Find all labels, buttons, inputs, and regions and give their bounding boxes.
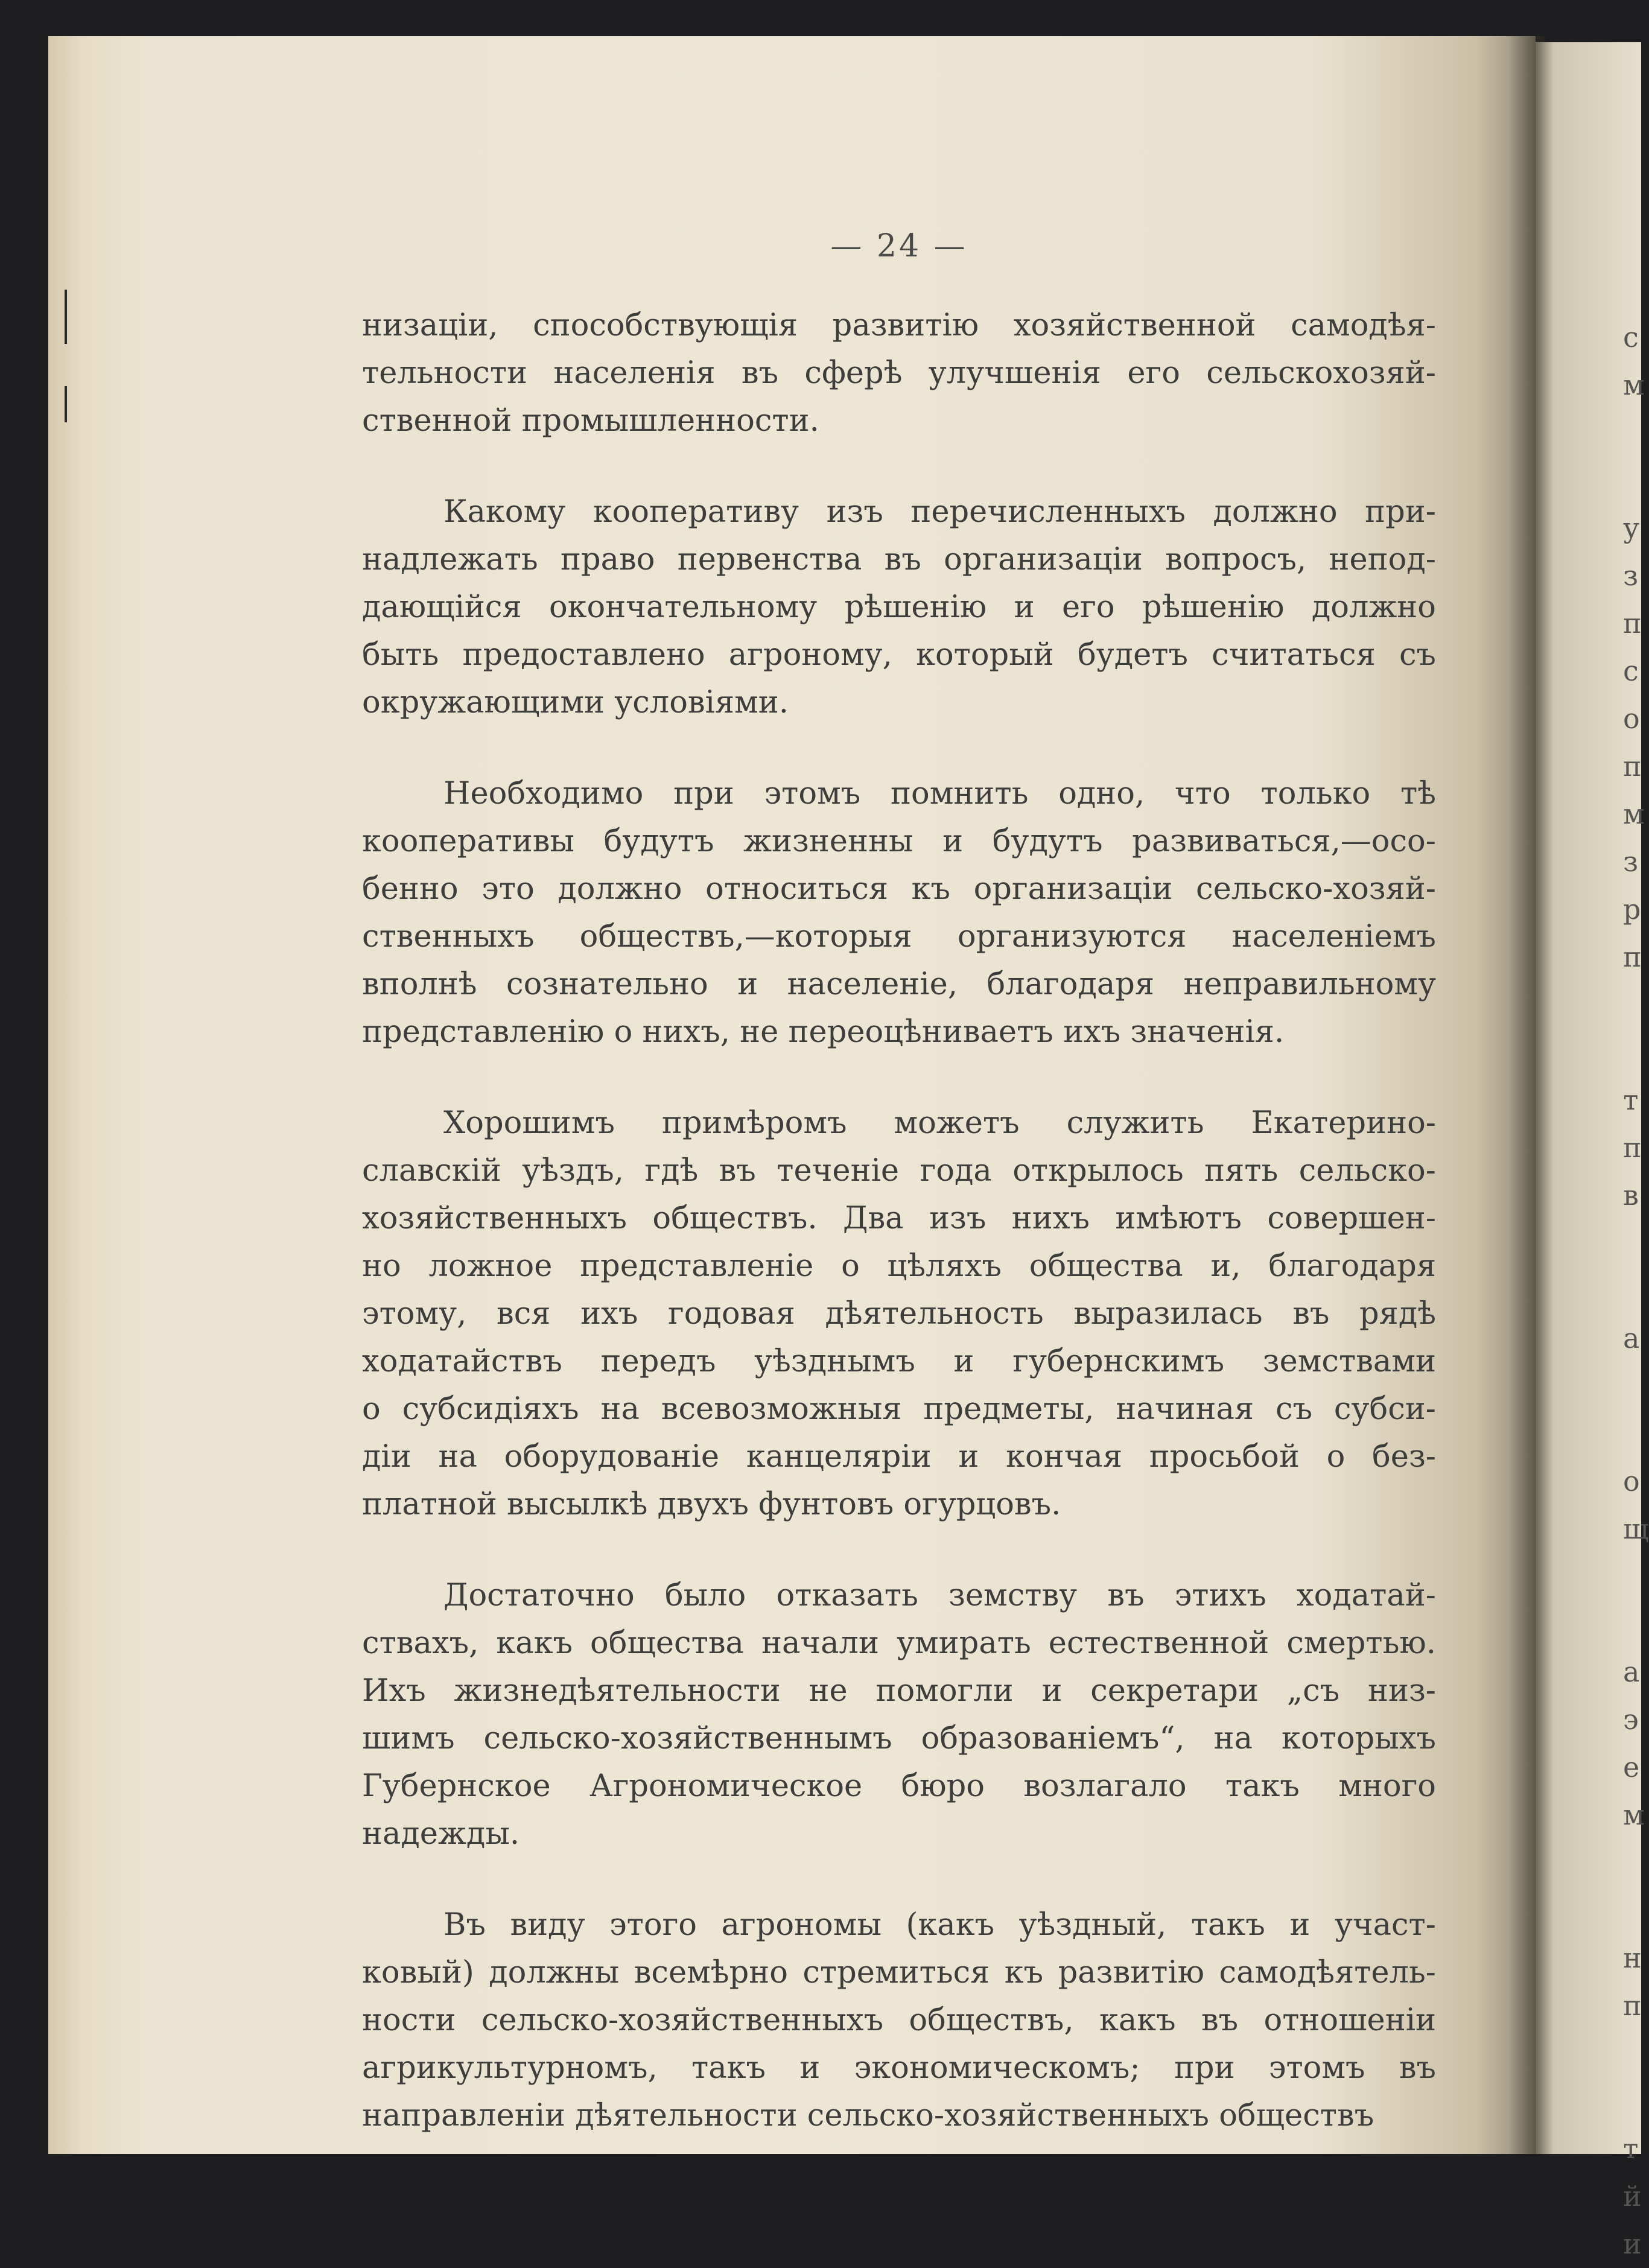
adjacent-page-margin-text: [1623, 314, 1649, 2268]
text-line: хозяйственныхъ обществъ. Два изъ нихъ имѣютъ совершен-: [362, 1201, 1436, 1236]
text-line: ходатайствъ передъ уѣзднымъ и губернскимъ земствами: [362, 1344, 1436, 1379]
margin-letter: п: [1623, 1131, 1642, 1164]
margin-letter: э: [1623, 1703, 1639, 1736]
text-line: дающійся окончательному рѣшенію и его рѣшенію должно: [362, 589, 1436, 625]
paragraph: [362, 1099, 1436, 1528]
margin-letter: п: [1623, 941, 1642, 973]
margin-letter: у: [1623, 512, 1640, 544]
text-line: Ихъ жизнедѣятельности не помогли и секретари „съ низ-: [362, 1673, 1436, 1709]
text-line: платной высылкѣ двухъ фунтовъ огурцовъ.: [362, 1487, 1061, 1522]
text-line: ственныхъ обществъ,—которыя организуются населеніемъ: [362, 919, 1436, 955]
margin-letter: т: [1623, 1084, 1639, 1116]
text-line: надлежать право первенства въ организаціи вопросъ, непод-: [362, 542, 1436, 577]
text-line: діи на оборудованіе канцеляріи и кончая просьбой о без-: [362, 1439, 1436, 1475]
text-line: Въ виду этого агрономы (какъ уѣздный, такъ и участ-: [443, 1907, 1436, 1943]
margin-letter: [1623, 2077, 1641, 2125]
margin-letter: и: [1623, 2228, 1642, 2260]
text-line: надежды.: [362, 1816, 520, 1852]
margin-letter: з: [1623, 845, 1639, 878]
margin-letter: [1623, 1029, 1641, 1076]
margin-letter: м: [1623, 369, 1645, 401]
page-number: — 24 —: [830, 228, 968, 264]
margin-letter: [1623, 1887, 1641, 1934]
paragraph: [362, 302, 1436, 445]
text-line: этому, вся ихъ годовая дѣятельность выразилась въ рядѣ: [362, 1296, 1436, 1332]
margin-letter: [1623, 457, 1641, 504]
text-line: Хорошимъ примѣромъ можетъ служить Екатерино-: [443, 1105, 1436, 1141]
text-line: ковый) должны всемѣрно стремиться къ развитію самодѣятель-: [362, 1955, 1436, 1990]
text-line: шимъ сельско-хозяйственнымъ образованіемъ“, на которыхъ: [362, 1721, 1436, 1756]
margin-letter: [1623, 1601, 1641, 1648]
text-line: вполнѣ сознательно и населеніе, благодаря неправильному: [362, 967, 1436, 1002]
text-line: ствахъ, какъ общества начали умирать естественной смертью.: [362, 1625, 1436, 1661]
paragraph: [362, 488, 1436, 726]
text-line: представленію о нихъ, не переоцѣниваетъ ихъ значенія.: [362, 1014, 1285, 1050]
margin-letter: п: [1623, 607, 1642, 640]
text-line: кооперативы будутъ жизненны и будутъ развиваться,—осо-: [362, 824, 1436, 859]
text-line: направленіи дѣятельности сельско-хозяйственныхъ обществъ: [362, 2098, 1374, 2133]
paragraph: [362, 1901, 1436, 2139]
margin-letter: й: [1623, 2180, 1642, 2212]
margin-letter: з: [1623, 559, 1639, 592]
margin-letter: о: [1623, 1465, 1640, 1498]
margin-letter: п: [1623, 750, 1642, 783]
margin-letter: о: [1623, 702, 1640, 735]
margin-letter: [1623, 1362, 1641, 1410]
margin-letter: [1623, 1219, 1641, 1267]
margin-letter: р: [1623, 893, 1641, 926]
text-line: бенно это должно относиться къ организаціи сельско-хозяй-: [362, 871, 1436, 907]
margin-letter: щ: [1623, 1513, 1649, 1545]
margin-letter: м: [1623, 1799, 1645, 1831]
margin-letter: [1623, 1410, 1641, 1458]
margin-letter: п: [1623, 1989, 1642, 2022]
margin-letter: [1623, 409, 1641, 457]
margin-letter: [1623, 1553, 1641, 1601]
margin-letter: н: [1623, 1942, 1642, 1974]
text-line: ности сельско-хозяйственныхъ обществъ, какъ въ отношеніи: [362, 2003, 1436, 2038]
text-line: Какому кооперативу изъ перечисленныхъ должно при-: [443, 494, 1436, 530]
text-line: о субсидіяхъ на всевозможныя предметы, начиная съ субси-: [362, 1391, 1436, 1427]
margin-letter: м: [1623, 798, 1645, 830]
text-line: Губернское Агрономическое бюро возлагало такъ много: [362, 1768, 1436, 1804]
margin-letter: [1623, 1839, 1641, 1887]
text-line: быть предоставлено агроному, который будетъ считаться съ: [362, 637, 1436, 673]
margin-letter: с: [1623, 321, 1639, 354]
text-line: низаціи, способствующія развитію хозяйственной самодѣя-: [362, 308, 1436, 343]
text-line: Необходимо при этомъ помнить одно, что только тѣ: [443, 776, 1436, 812]
text-line: окружающими условіями.: [362, 685, 789, 720]
text-line: агрикультурномъ, такъ и экономическомъ; при этомъ въ: [362, 2050, 1436, 2086]
margin-letter: [1623, 2030, 1641, 2077]
margin-letter: а: [1623, 1322, 1640, 1355]
edge-mark: [65, 386, 67, 422]
margin-letter: а: [1623, 1656, 1640, 1688]
paragraph: [362, 770, 1436, 1056]
text-line: ственной промышленности.: [362, 403, 819, 439]
text-line: Достаточно было отказать земству въ этихъ ходатай-: [443, 1578, 1436, 1613]
margin-letter: [1623, 981, 1641, 1029]
paragraph: [362, 1572, 1436, 1858]
text-line: славскій уѣздъ, гдѣ въ теченіе года открылось пять сельско-: [362, 1153, 1436, 1189]
margin-letter: с: [1623, 655, 1639, 687]
text-line: тельности населенія въ сферѣ улучшенія его сельскохозяй-: [362, 355, 1436, 391]
margin-letter: е: [1623, 1751, 1640, 1784]
margin-letter: [1623, 1267, 1641, 1315]
text-line: но ложное представленіе о цѣляхъ общества и, благодаря: [362, 1248, 1436, 1284]
margin-letter: в: [1623, 1179, 1639, 1212]
margin-letter: т: [1623, 2132, 1639, 2165]
edge-mark: [65, 290, 67, 344]
body-text: [362, 302, 1436, 2183]
